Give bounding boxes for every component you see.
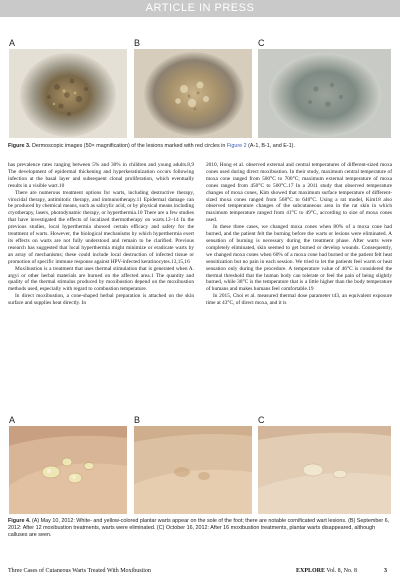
volume-issue: Vol. 8, No. 8	[326, 568, 357, 574]
article-in-press-banner: ARTICLE IN PRESS	[0, 0, 400, 17]
running-title: Three Cases of Cutaneous Warts Treated With Moxibustion	[8, 568, 151, 574]
fig4-panel-label-a: A	[9, 415, 16, 425]
left-paragraph-2: There are numerous treatment options for warts, including destructive therapy, virucidal therapy, antimitotic therapy, and immunotherapy.11 Epidermal damage can be produced by chemical means, such as salicylic acid, or by physical means including cryotherapy, lasers, photodynamic therapy, or hyperthermia.10 There are a few studies that have investigated the effects of localized thermotherapy on warts.12–14 In the previous studies, local hyperthermia showed certain efficacy and safety for the treatment of warts. However, the biological mechanisms by which hyperthermia exert its effects on warts are not fully understood and remain to be clarified. Previous research has suggested that local hyperthermia might minimize or eradicate warts by an array of mechanisms; these could include local destruction of infected tissue or promotion of specific immune response against HPV-infected keratinocytes.13,15,16	[8, 189, 194, 265]
figure-4-caption-text: (A) May 10, 2012: White- and yellow-colored plantar warts appear on the sole of the foot; there are notable cornificated wart lesions. (B) September 6, 2012: After 12 moxibustion treatments, warts were eliminated. (C) October 16, 2012: After 16 moxibustion treatments, plantar warts disappeared, although calluses are seen.	[8, 518, 390, 538]
fig3-panel-label-b: B	[134, 38, 141, 48]
fig4-plantar-wart-photo-c	[258, 426, 391, 514]
right-paragraph-1: 2010, Hong et al. observed external and central temperatures of different-sized moxa cones used during direct moxibustion. In their study, maximum central temperature of moxa cone ranged from 500°C to 700°C; maximum external temperature of moxa cones ranged from 450°C to 500°C.17 In a 2011 study that observed temperature changes of moxa cones, Kim showed that maximum surface temperature of different-sized moxa cones ranged from 568°C to 640°C. Using a rat model, Kim18 also observed temperature changes of the subcutaneous area in the rat skin in which maximum temperature ranged from 41°C to 49°C, according to size of moxa cones used.	[206, 162, 392, 224]
left-paragraph-3: Moxibustion is a treatment that uses thermal stimulation that is generated when A. argyi or other herbal materials are burned on the affected area.1 The quantity and quality of the thermal stimulus produced by moxibustion depend on the moxibustion methods used, especially with regard to combustion temperature.	[8, 265, 194, 293]
figure-3-caption	[8, 143, 392, 150]
right-paragraph-2: In these three cases, we changed moxa cones when 80% of a moxa cone had burned, and the patient felt the burning before the warts or lesions were eliminated. A sensation of burning is necessary during the treatment phase. After warts were completely eliminated, skin seemed to get burned or develop wounds. Consequently, we changed moxa cones when 60% of a moxa cone had burned or the patient felt heat sensitization but no pain in each session. We tried to let the patients feel warm or heat sensation only during the procedure. A temperature value of 46°C is considered the thermal threshold that the human body can tolerate or feel the pain of being slightly burned, while 38°C is the temperature that is a little higher than the body temperature of humans and makes humans feel comfortable.19	[206, 224, 392, 293]
fig4-plantar-wart-photo-b	[134, 426, 252, 514]
fig3-panel-label-a: A	[9, 38, 16, 48]
figure-2-reference-link[interactable]: Figure 2	[226, 143, 247, 149]
fig3-dermoscopic-image-b	[134, 49, 252, 138]
fig4-plantar-wart-photo-a	[9, 426, 127, 514]
fig4-panel-label-b: B	[134, 415, 141, 425]
page-number: 3	[384, 568, 387, 574]
figure-3-caption-tail: (A-1, B-1, and E-1).	[246, 143, 295, 149]
journal-name: EXPLORE	[296, 568, 326, 574]
left-paragraph-1: has prevalence rates ranging between 5% and 30% in children and young adults.8,9 The development of epidermal thickening and hyperkeratinization occurs following infection at the basal layer and subsequent clonal proliferation, which eventually results in a visible wart.10	[8, 162, 194, 189]
fig3-panel-label-c: C	[258, 38, 265, 48]
left-text-column	[8, 162, 194, 405]
footer-journal-info	[296, 568, 357, 574]
fig3-dermoscopic-image-c	[258, 49, 391, 138]
figure-3-caption-text: Dermoscopic images (50× magnification) of the lesions marked with red circles in	[30, 143, 227, 149]
left-paragraph-4: In direct moxibustion, a cone-shaped herbal preparation is attached on the skin surface and supplies heat directly. In	[8, 293, 194, 307]
fig4-panel-label-c: C	[258, 415, 265, 425]
figure-4-caption	[8, 518, 392, 539]
right-paragraph-3: In 2015, Choi et al. measured thermal dose parameter t43, an equivalent exposure time at 43°C, of direct moxa, and it is	[206, 293, 392, 307]
right-text-column	[206, 162, 392, 405]
figure-3-caption-label: Figure 3.	[8, 143, 31, 149]
fig3-dermoscopic-image-a	[9, 49, 127, 138]
figure-4-caption-label: Figure 4.	[8, 518, 31, 524]
